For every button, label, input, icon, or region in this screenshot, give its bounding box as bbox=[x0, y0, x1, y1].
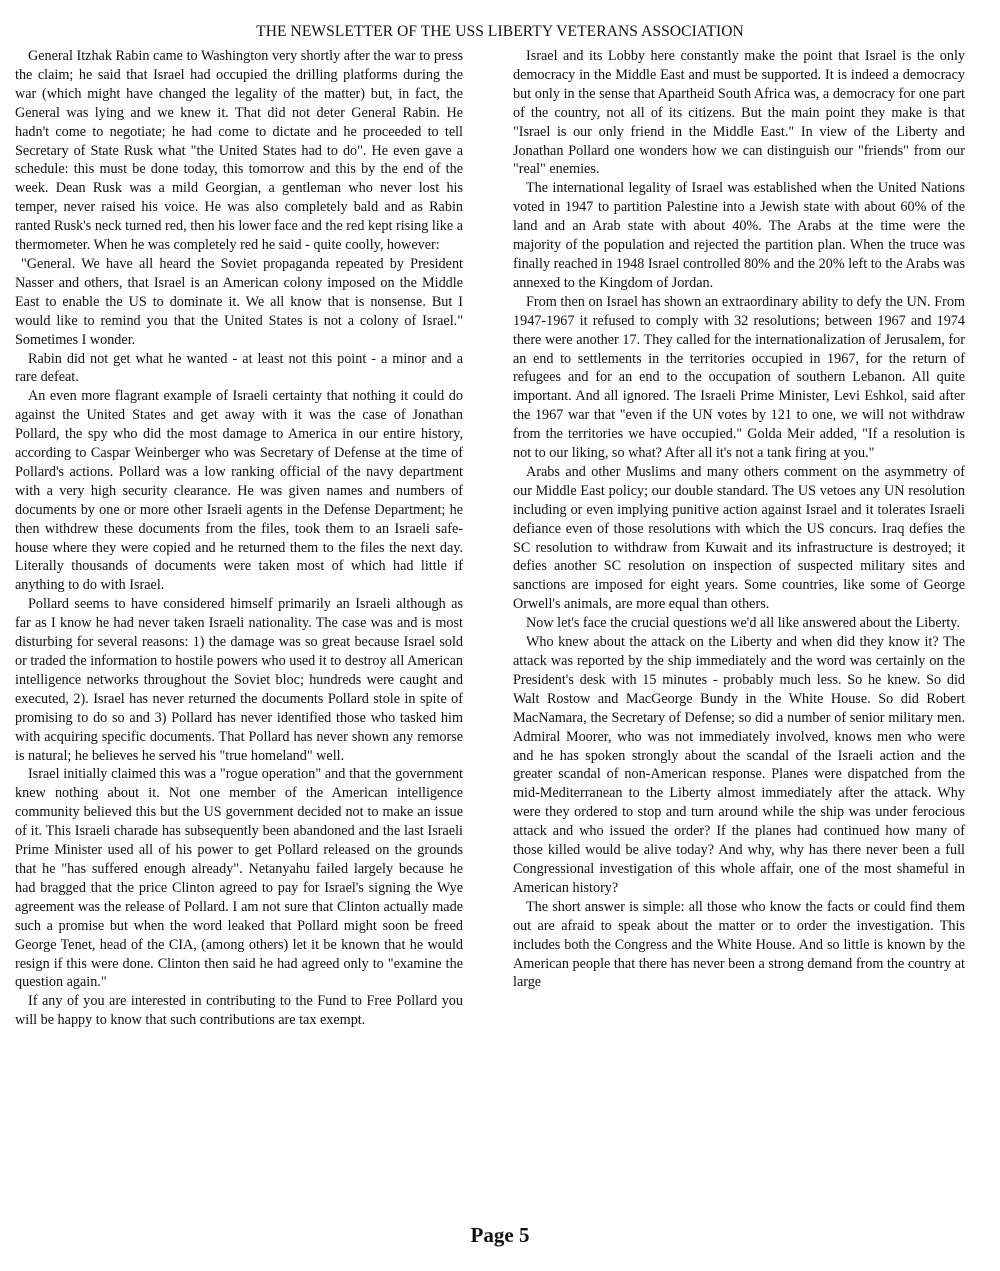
paragraph: Arabs and other Muslims and many others comment on the asymmetry of our Middle East policy; our double standard. The US vetoes any UN resolution including or even implying punitive action against Israel and it tolerates Israeli defiance even of those resolutions with which the US concurs. Iraq defies the SC resolution to withdraw from Kuwait and its infrastructure is destroyed; it defies another SC resolution on inspection of suspected military sites and sanctions are imposed for eight years. Some countries, like some of George Orwell's animals, are more equal than others. bbox=[513, 463, 965, 613]
paragraph: An even more flagrant example of Israeli certainty that nothing it could do against the United States and get away with it was the case of Jonathan Pollard, the spy who did the most damage to America in our entire history, according to Caspar Weinberger who was Secretary of Defense at the time of Pollard's actions. Pollard was a low ranking official of the navy department with a very high security clearance. He was given names and numbers of documents by one or more other Israeli agents in the Defense Department; he then withdrew these documents from the files, took them to an Israeli safe-house where they were copied and he returned them to the files the next day. Literally thousands of documents were taken most of which had little if anything to do with Israel. bbox=[15, 388, 463, 594]
right-column bbox=[513, 47, 965, 992]
paragraph: If any of you are interested in contributing to the Fund to Free Pollard you will be happy to know that such contributions are tax exempt. bbox=[15, 993, 463, 1029]
paragraph: The international legality of Israel was established when the United Nations voted in 1947 to partition Palestine into a Jewish state with about 60% of the land and an Arab state with about 40%. The Arabs at the time were the majority of the population and rejected the partition plan. When the truce was finally reached in 1948 Israel controlled 80% and the 20% left to the Arabs was annexed to the Kingdom of Jordan. bbox=[513, 180, 965, 291]
paragraph: Who knew about the attack on the Liberty and when did they know it? The attack was reported by the ship immediately and the word was certainly on the President's desk with 15 minutes - probably much less. So he knew. So did Walt Rostow and MacGeorge Bundy in the White House. So did Robert MacNamara, the Secretary of Defense; so did a number of senior military men. Admiral Moorer, who was not immediately involved, knows men who were and he has spoken strongly about the scandal of the Israeli action and the greater scandal of non-American response. Planes were dispatched from the mid-Mediterranean to the Liberty almost immediately after the attack. Why were they ordered to stop and turn around while the ship was under ferocious attack and who issued the order? If the planes had continued how many of those killed would be alive today? And why, why has there never been a full Congressional investigation of this whole affair, one of the most shameful in American history? bbox=[513, 634, 965, 896]
paragraph: "General. We have all heard the Soviet propaganda repeated by President Nasser and others, that Israel is an American colony imposed on the Middle East to enable the US to dominate it. We all know that is nonsense. But I would like to remind you that the United States is not a colony of Israel." Sometimes I wonder. bbox=[15, 255, 463, 348]
paragraph: The short answer is simple: all those who know the facts or could find them out are afraid to speak about the matter or to order the investigation. This includes both the Congress and the White House. And so little is known by the American people that there has never been a strong demand from the country at large bbox=[513, 898, 965, 991]
page-number: Page 5 bbox=[470, 1223, 530, 1247]
paragraph: General Itzhak Rabin came to Washington very shortly after the war to press the claim; he said that Israel had occupied the drilling platforms during the war (which might have changed the legality of the matter) but, in fact, the General was lying and we knew it. That did not deter General Rabin. He hadn't come to negotiate; he had come to dictate and he proceeded to tell Secretary of State Rusk what "the United States had to do". He even gave a schedule: this must be done today, this tomorrow and this by the end of the week. Dean Rusk was a mild Georgian, a gentleman who never lost his temper, never raised his voice. He was also completely bald and as Rabin ranted Rusk's neck turned red, then his lower face and the red kept rising like a thermometer. When he was completely red he said - quite coolly, however: bbox=[15, 48, 463, 254]
paragraph: Pollard seems to have considered himself primarily an Israeli although as far as I know he had never taken Israeli nationality. The case was and is most disturbing for several reasons: 1) the damage was so great because Israel sold or traded the information to hostile powers who used it to destroy all American intelligence networks throughout the Soviet bloc; hundreds were caught and executed, 2). Israel has never returned the documents Pollard stole in spite of promising to do so and 3) Pollard has never identified those who tasked him with acquiring specific documents. That Pollard has never shown any remorse is natural; he believes he served his "true homeland" well. bbox=[15, 596, 463, 764]
paragraph: Israel and its Lobby here constantly make the point that Israel is the only democracy in the Middle East and must be supported. It is indeed a democracy but only in the sense that Apartheid South Africa was, a democracy for one part of the country, not all of its citizens. But the main point they make is that "Israel is our only friend in the Middle East." In view of the Liberty and Jonathan Pollard one wonders how we can distinguish our "friends" from our "real" enemies. bbox=[513, 48, 965, 178]
paragraph: Now let's face the crucial questions we'd all like answered about the Liberty. bbox=[526, 615, 960, 632]
paragraph: Rabin did not get what he wanted - at least not this point - a minor and a rare defeat. bbox=[15, 350, 463, 386]
newsletter-header: THE NEWSLETTER OF THE USS LIBERTY VETERANS ASSOCIATION bbox=[256, 23, 744, 40]
paragraph: From then on Israel has shown an extraordinary ability to defy the UN. From 1947-1967 it refused to comply with 32 resolutions; between 1967 and 1974 there were another 17. They called for the internationalization of Jerusalem, for an end to settlements in the territories occupied in 1967, for the return of refugees and for an end to the occupation of southern Lebanon. All quite important. And all ignored. The Israeli Prime Minister, Levi Eshkol, said after the 1967 war that "even if the UN votes by 121 to one, we will not withdraw from the territories we have occupied." Golda Meir added, "If a resolution is not to our liking, so what? After all it's not a tank firing at you." bbox=[513, 293, 965, 462]
left-column bbox=[15, 47, 463, 1030]
paragraph: Israel initially claimed this was a "rogue operation" and that the government knew nothing about it. Not one member of the American intelligence community believed this but the US government decided not to make an issue of it. This Israeli charade has subsequently been abandoned and the last Israeli Prime Minister used all of his power to get Pollard released on the grounds that he "has suffered enough already". Netanyahu failed largely because he had bragged that the price Clinton agreed to pay for Israel's signing the Wye agreement was the release of Pollard. I am not sure that Clinton actually made such a promise but when the word leaked that Pollard might soon be freed George Tenet, head of the CIA, (among others) let it be known that he would resign if this were done. Clinton then said he had agreed only to "examine the question again." bbox=[15, 766, 463, 991]
